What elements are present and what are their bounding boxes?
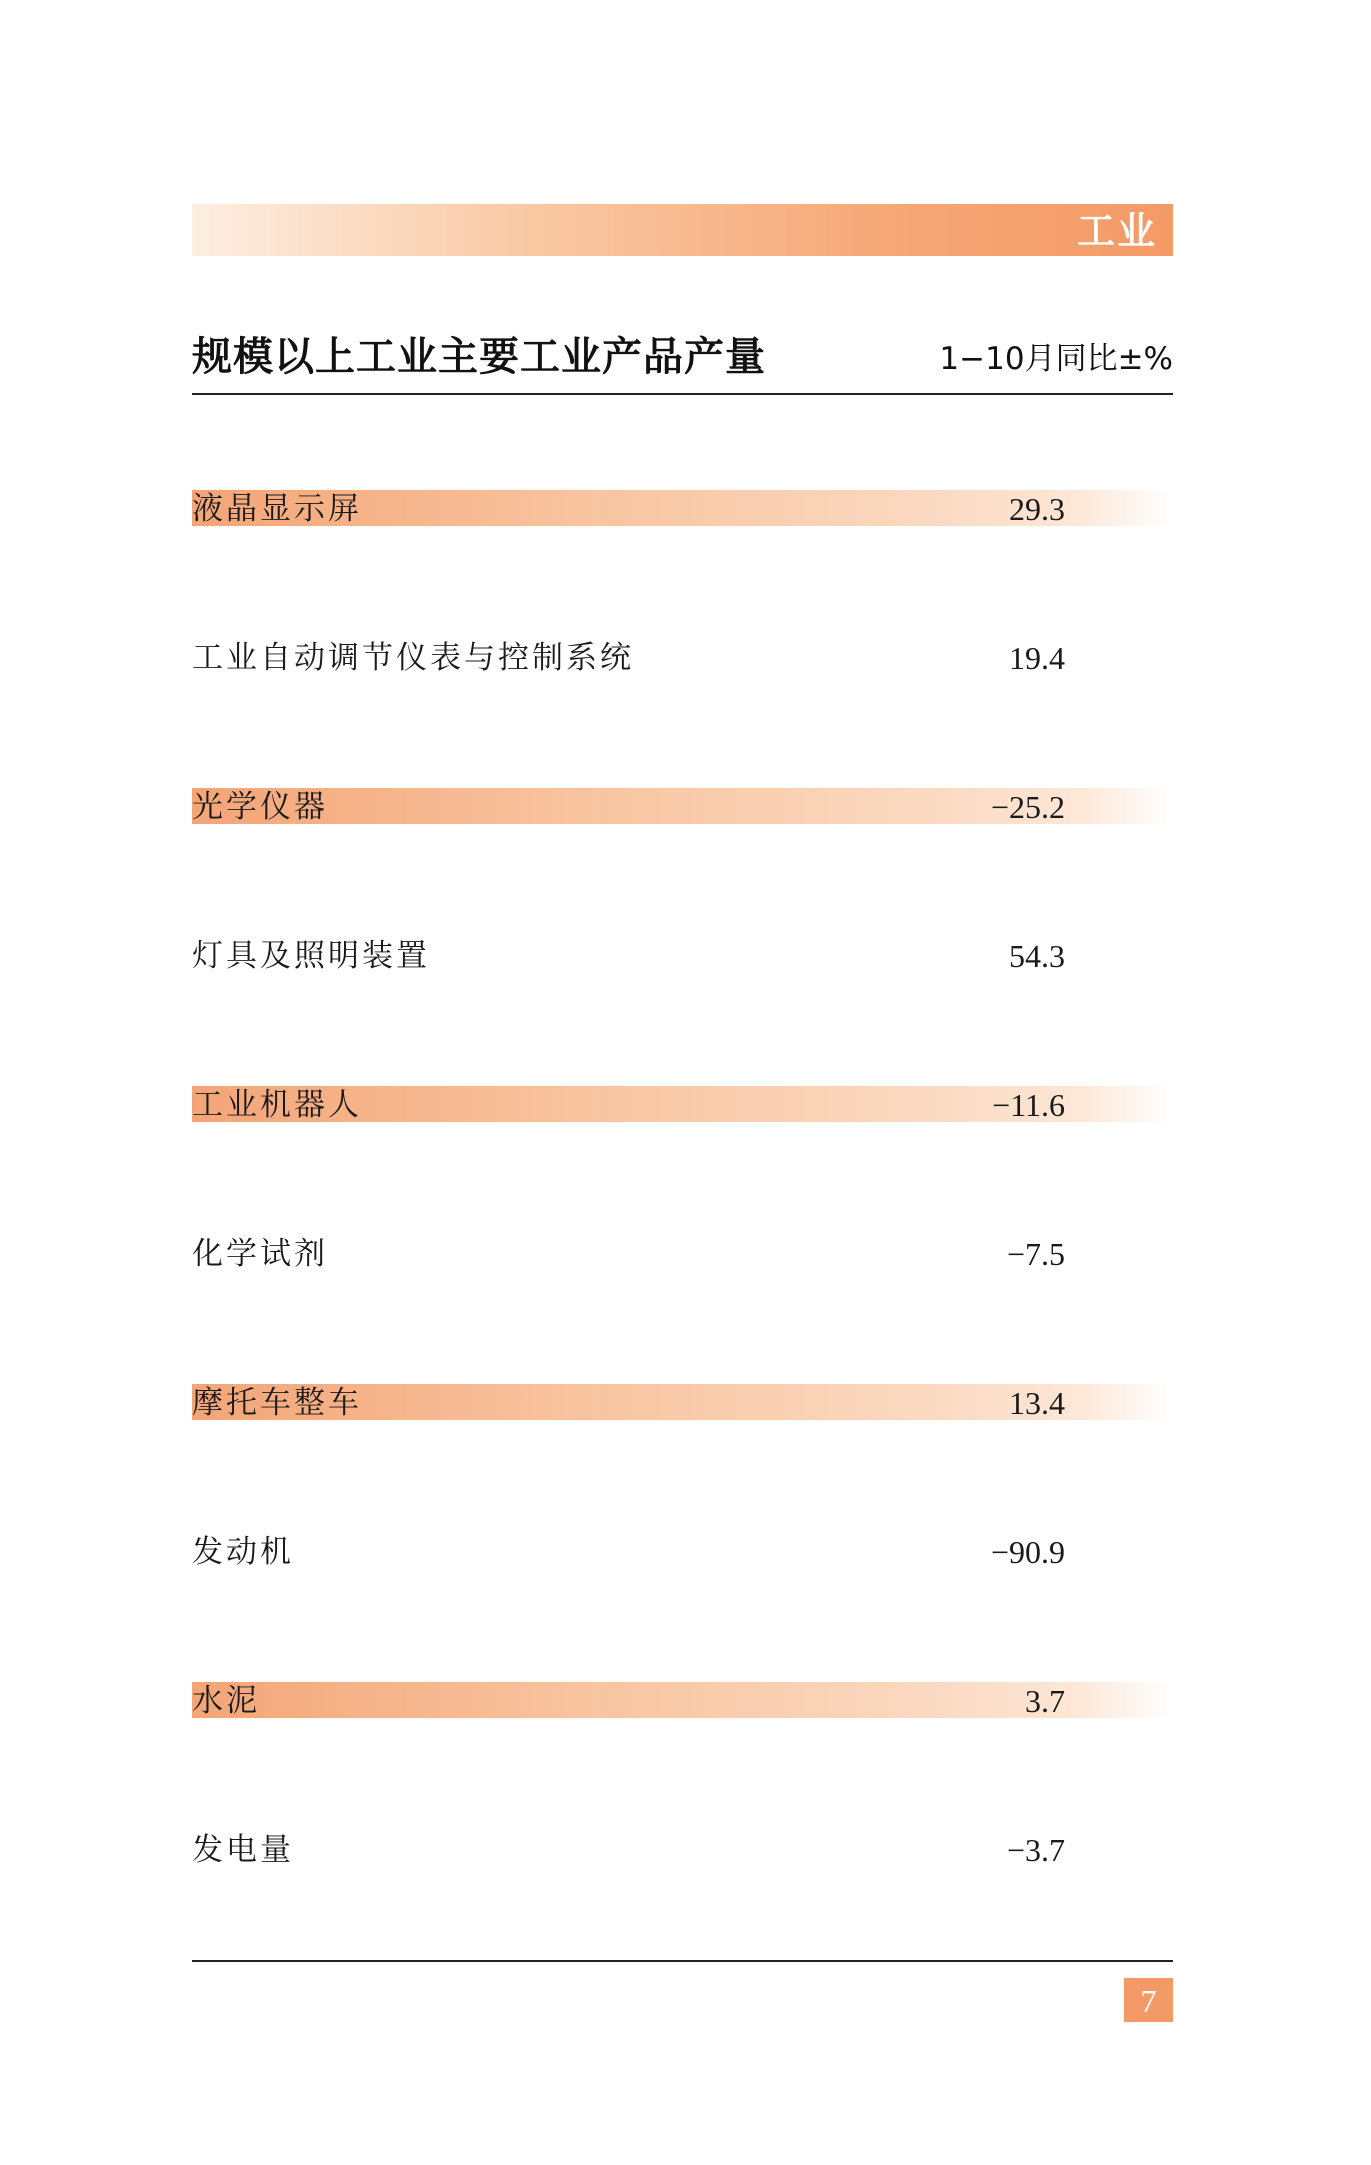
row-value: 54.3: [1009, 938, 1065, 974]
page-number: 7: [1124, 1978, 1173, 2022]
row-label: 化学试剂: [192, 1236, 328, 1272]
table-row: [192, 1682, 1173, 1718]
row-value: 3.7: [1025, 1683, 1065, 1719]
table-unit-header: 1−10月同比±%: [939, 341, 1173, 377]
row-label: 光学仪器: [192, 789, 328, 825]
table-row: [192, 1384, 1173, 1420]
row-label: 摩托车整车: [192, 1385, 362, 1421]
table-row: [192, 1086, 1173, 1122]
table-title: 规模以上工业主要工业产品产量: [192, 334, 766, 380]
table-row: [192, 639, 1173, 675]
row-value: 19.4: [1009, 640, 1065, 676]
row-value: 13.4: [1009, 1385, 1065, 1421]
row-label: 发电量: [192, 1832, 294, 1868]
table-row: [192, 788, 1173, 824]
row-label: 灯具及照明装置: [192, 938, 430, 974]
row-value: −90.9: [990, 1534, 1065, 1570]
row-value: −7.5: [1006, 1236, 1065, 1272]
table-row: [192, 1235, 1173, 1271]
row-value: −11.6: [992, 1087, 1065, 1123]
row-label: 液晶显示屏: [192, 491, 362, 527]
section-title: 工业: [1076, 209, 1157, 253]
row-value: −25.2: [990, 789, 1065, 825]
table-row: [192, 1831, 1173, 1867]
row-value: 29.3: [1009, 491, 1065, 527]
row-label: 工业自动调节仪表与控制系统: [192, 640, 634, 676]
table-row: [192, 1533, 1173, 1569]
section-banner: [192, 204, 1173, 256]
row-label: 发动机: [192, 1534, 294, 1570]
row-label: 水泥: [192, 1683, 260, 1719]
row-label: 工业机器人: [192, 1087, 362, 1123]
row-value: −3.7: [1006, 1832, 1065, 1868]
table-row: [192, 937, 1173, 973]
table-row: [192, 490, 1173, 526]
header-divider: [192, 393, 1173, 395]
footer-divider: [192, 1960, 1173, 1962]
